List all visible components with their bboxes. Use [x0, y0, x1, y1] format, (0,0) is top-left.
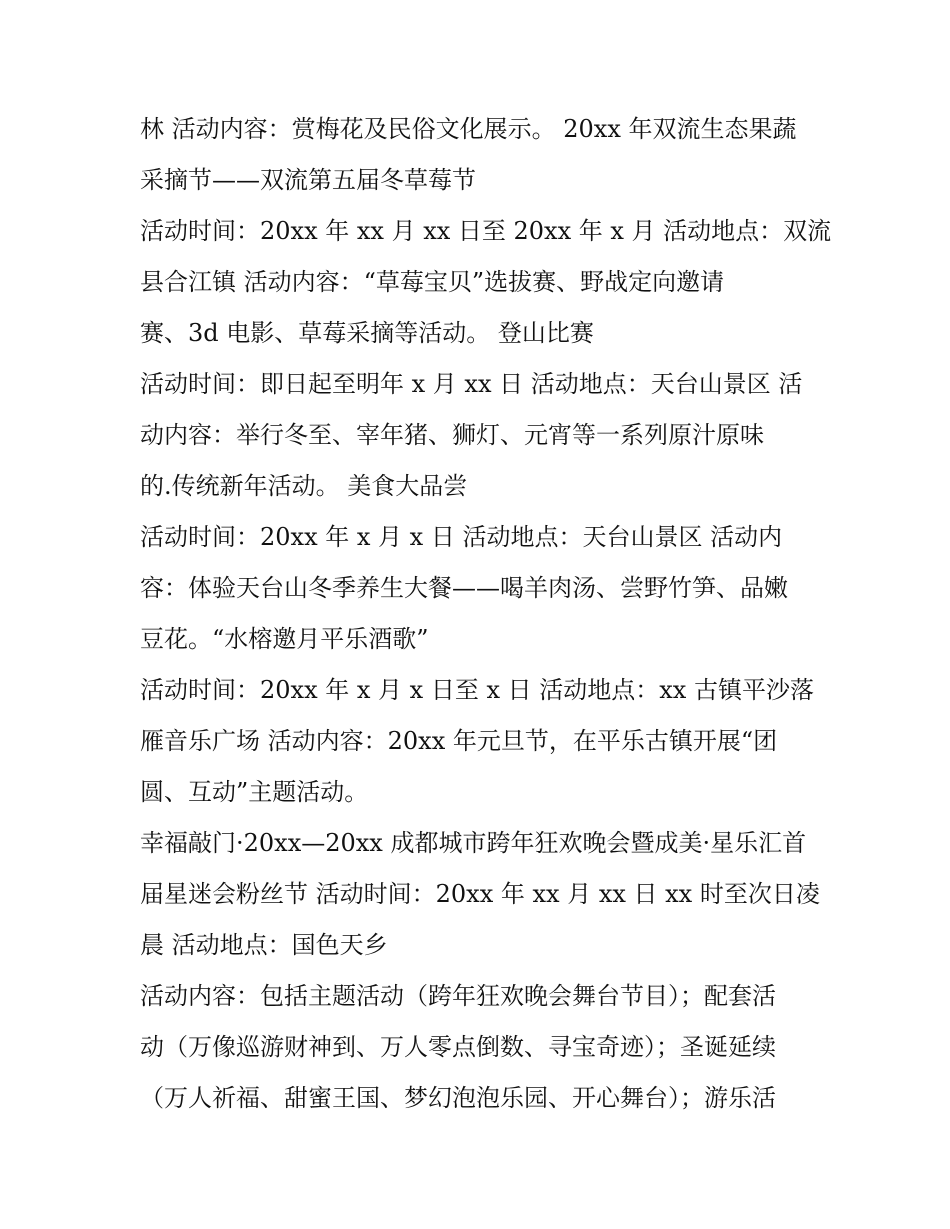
text-line: 豆花。“水榕邀月平乐酒歌”	[140, 625, 429, 653]
text-line: 圆、互动”主题活动。	[140, 778, 369, 806]
text-line: 林 活动内容：赏梅花及民俗文化展示。 20xx 年双流生态果蔬	[140, 115, 797, 143]
text-line: 的.传统新年活动。 美食大品尝	[140, 472, 468, 500]
document-body	[140, 104, 830, 1124]
text-line: 活动时间：即日起至明年 x 月 xx 日 活动地点：天台山景区 活	[140, 370, 803, 398]
text-line: 雁音乐广场 活动内容：20xx 年元旦节，在平乐古镇开展“团	[140, 727, 778, 755]
text-line: 容：体验天台山冬季养生大餐——喝羊肉汤、尝野竹笋、品嫩	[140, 574, 788, 602]
text-line: 活动时间：20xx 年 x 月 x 日 活动地点：天台山景区 活动内	[140, 523, 783, 551]
text-line: 活动时间：20xx 年 x 月 x 日至 x 日 活动地点：xx 古镇平沙落	[140, 676, 814, 704]
text-line: （万人祈福、甜蜜王国、梦幻泡泡乐园、开心舞台）；游乐活	[140, 1084, 776, 1112]
text-line: 晨 活动地点：国色天乡	[140, 931, 388, 959]
text-line: 动内容：举行冬至、宰年猪、狮灯、元宵等一系列原汁原味	[140, 421, 764, 449]
text-line: 届星迷会粉丝节 活动时间：20xx 年 xx 月 xx 日 xx 时至次日凌	[140, 880, 820, 908]
text-line: 县合江镇 活动内容：“草莓宝贝”选拔赛、野战定向邀请	[140, 268, 725, 296]
text-line: 采摘节——双流第五届冬草莓节	[140, 166, 476, 194]
text-line: 幸福敲门·20xx—20xx 成都城市跨年狂欢晚会暨成美·星乐汇首	[140, 829, 807, 857]
text-line: 活动内容：包括主题活动（跨年狂欢晚会舞台节目）；配套活	[140, 982, 776, 1010]
text-line: 动（万像巡游财神到、万人零点倒数、寻宝奇迹）；圣诞延续	[140, 1033, 776, 1061]
text-line: 活动时间：20xx 年 xx 月 xx 日至 20xx 年 x 月 活动地点：双流	[140, 217, 832, 245]
text-line: 赛、3d 电影、草莓采摘等活动。 登山比赛	[140, 319, 594, 347]
